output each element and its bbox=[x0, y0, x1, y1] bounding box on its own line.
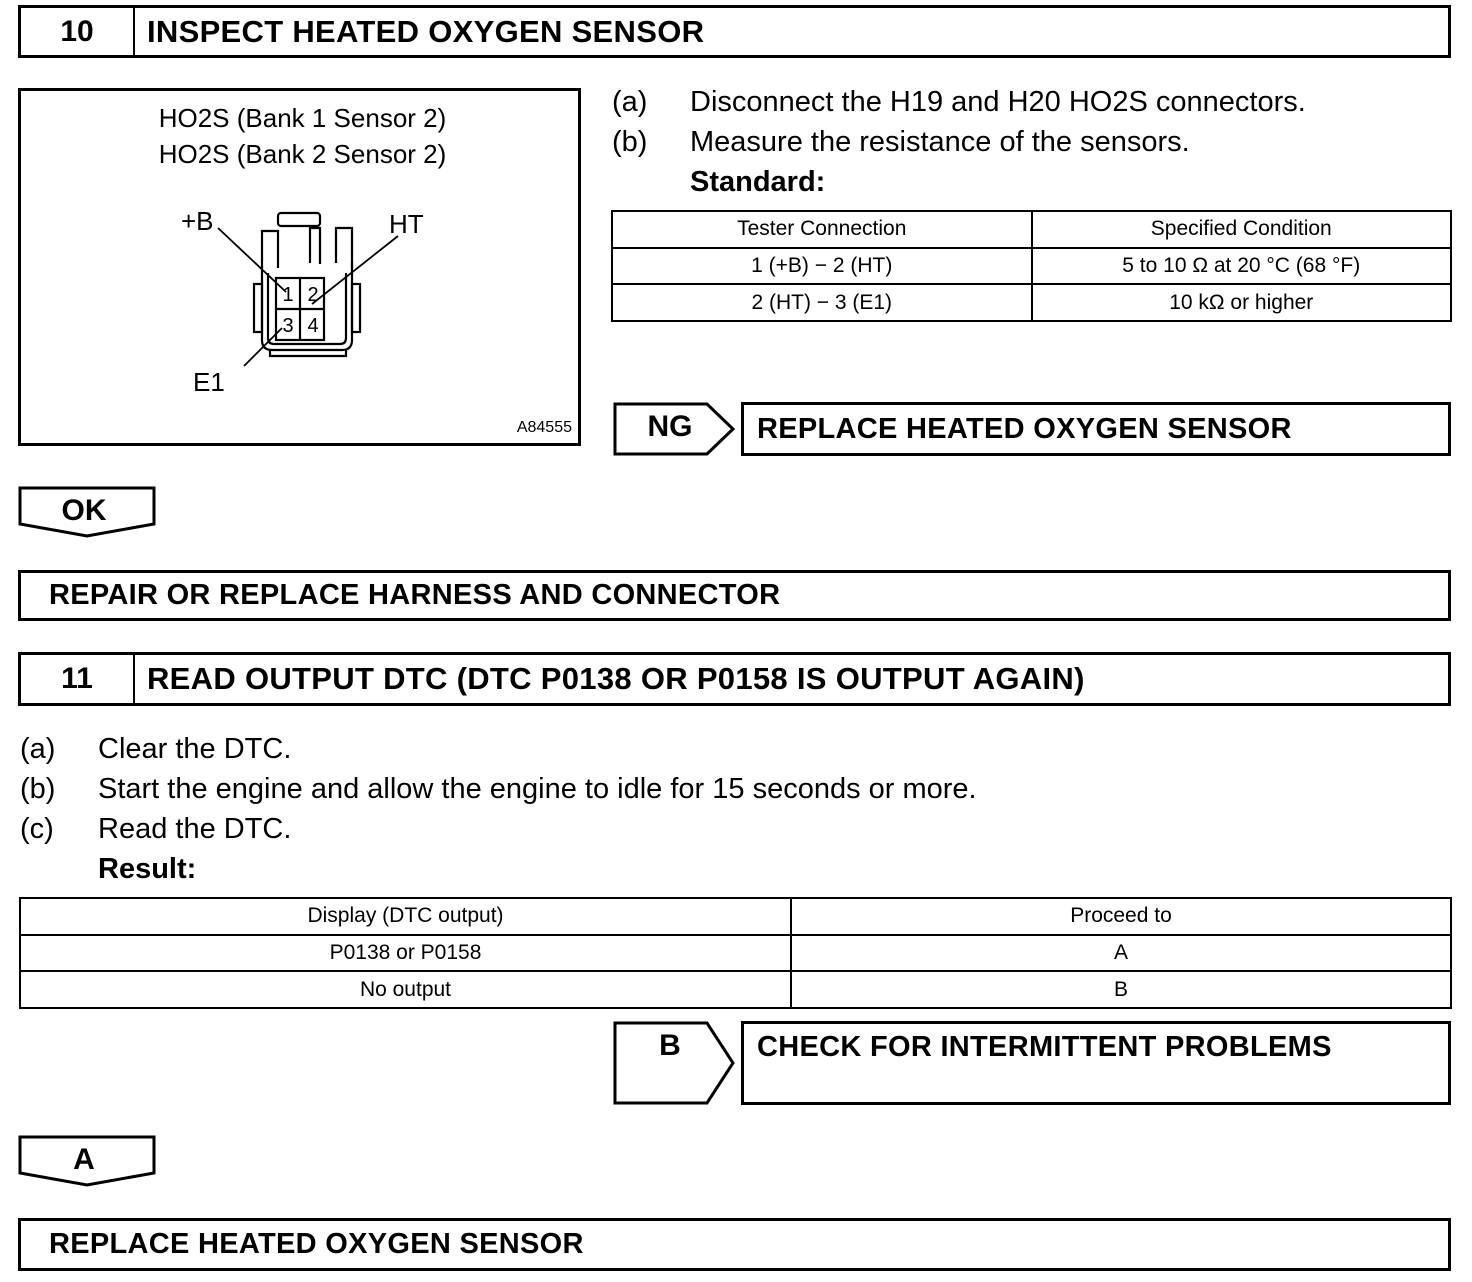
ok-action-text: REPAIR OR REPLACE HARNESS AND CONNECTOR bbox=[49, 579, 781, 611]
table-header-row bbox=[612, 211, 1451, 248]
ok-outcome-arrow bbox=[18, 486, 156, 538]
ng-tag: NG bbox=[647, 410, 693, 443]
b-action-text: CHECK FOR INTERMITTENT PROBLEMS bbox=[757, 1031, 1332, 1063]
a-action-box bbox=[18, 1218, 1451, 1271]
b-action-box bbox=[741, 1021, 1451, 1105]
instruction-text: Start the engine and allow the engine to idle for 15 seconds or more. bbox=[98, 773, 977, 805]
ng-action-box bbox=[741, 402, 1451, 456]
table-header: Tester Connection bbox=[612, 211, 1032, 248]
instruction-text: Read the DTC. bbox=[98, 813, 292, 845]
pin-2: 2 bbox=[307, 284, 319, 306]
table-header: Display (DTC output) bbox=[20, 898, 791, 935]
label-e1: E1 bbox=[193, 367, 225, 397]
resistance-spec-table bbox=[611, 210, 1452, 322]
diagram-title-line-1: HO2S (Bank 1 Sensor 2) bbox=[158, 103, 447, 133]
instruction-label: (b) bbox=[612, 126, 648, 158]
connector-icon bbox=[18, 88, 581, 446]
table-cell: 2 (HT) − 3 (E1) bbox=[612, 284, 1032, 321]
pin-3: 3 bbox=[282, 315, 294, 337]
step-title: READ OUTPUT DTC (DTC P0138 OR P0158 IS OUTPUT AGAIN) bbox=[147, 661, 1085, 696]
table-row bbox=[20, 935, 1451, 972]
step-title: INSPECT HEATED OXYGEN SENSOR bbox=[147, 13, 705, 49]
table-header: Specified Condition bbox=[1032, 211, 1452, 248]
instruction-label: (b) bbox=[20, 773, 56, 805]
b-outcome-arrow bbox=[613, 1021, 737, 1105]
pin-4: 4 bbox=[307, 315, 319, 337]
table-row bbox=[612, 248, 1451, 285]
instruction-c bbox=[20, 813, 291, 846]
ok-action-box bbox=[18, 570, 1451, 621]
label-plus-b: +B bbox=[181, 206, 214, 236]
a-tag: A bbox=[73, 1143, 95, 1176]
step-number: 10 bbox=[21, 8, 135, 55]
table-cell: A bbox=[791, 935, 1451, 972]
ok-tag: OK bbox=[61, 494, 107, 527]
instruction-text: Disconnect the H19 and H20 HO2S connectors. bbox=[690, 86, 1306, 118]
ng-outcome-arrow bbox=[613, 402, 737, 456]
pin-1: 1 bbox=[282, 284, 294, 306]
instruction-text: Measure the resistance of the sensors. bbox=[690, 126, 1190, 158]
instruction-label: (a) bbox=[20, 733, 56, 765]
table-row bbox=[612, 284, 1451, 321]
table-row bbox=[20, 971, 1451, 1008]
instruction-label: (c) bbox=[20, 813, 54, 845]
diagram-title-line-2: HO2S (Bank 2 Sensor 2) bbox=[158, 139, 447, 169]
step-10-header bbox=[18, 5, 1451, 58]
label-ht: HT bbox=[389, 209, 424, 239]
instruction-a bbox=[612, 86, 1306, 119]
instruction-text: Clear the DTC. bbox=[98, 733, 292, 765]
table-cell: 5 to 10 Ω at 20 °C (68 °F) bbox=[1032, 248, 1452, 285]
table-cell: No output bbox=[20, 971, 791, 1008]
table-cell: 1 (+B) − 2 (HT) bbox=[612, 248, 1032, 285]
table-cell: B bbox=[791, 971, 1451, 1008]
result-label: Result: bbox=[98, 853, 197, 885]
a-action-text: REPLACE HEATED OXYGEN SENSOR bbox=[49, 1228, 584, 1260]
connector-diagram bbox=[18, 88, 581, 446]
standard-label: Standard: bbox=[690, 166, 826, 198]
instruction-label: (a) bbox=[612, 86, 648, 118]
table-header-row bbox=[20, 898, 1451, 935]
a-outcome-arrow bbox=[18, 1135, 156, 1187]
b-tag: B bbox=[659, 1029, 681, 1062]
table-cell: 10 kΩ or higher bbox=[1032, 284, 1452, 321]
table-cell: P0138 or P0158 bbox=[20, 935, 791, 972]
instruction-b bbox=[20, 773, 977, 806]
step-11-header bbox=[18, 652, 1451, 706]
ng-action-text: REPLACE HEATED OXYGEN SENSOR bbox=[757, 412, 1292, 445]
instruction-b bbox=[612, 126, 1190, 159]
dtc-result-table bbox=[19, 897, 1452, 1009]
figure-code: A84555 bbox=[516, 419, 572, 436]
step-number: 11 bbox=[21, 655, 135, 703]
table-header: Proceed to bbox=[791, 898, 1451, 935]
instruction-a bbox=[20, 733, 291, 766]
